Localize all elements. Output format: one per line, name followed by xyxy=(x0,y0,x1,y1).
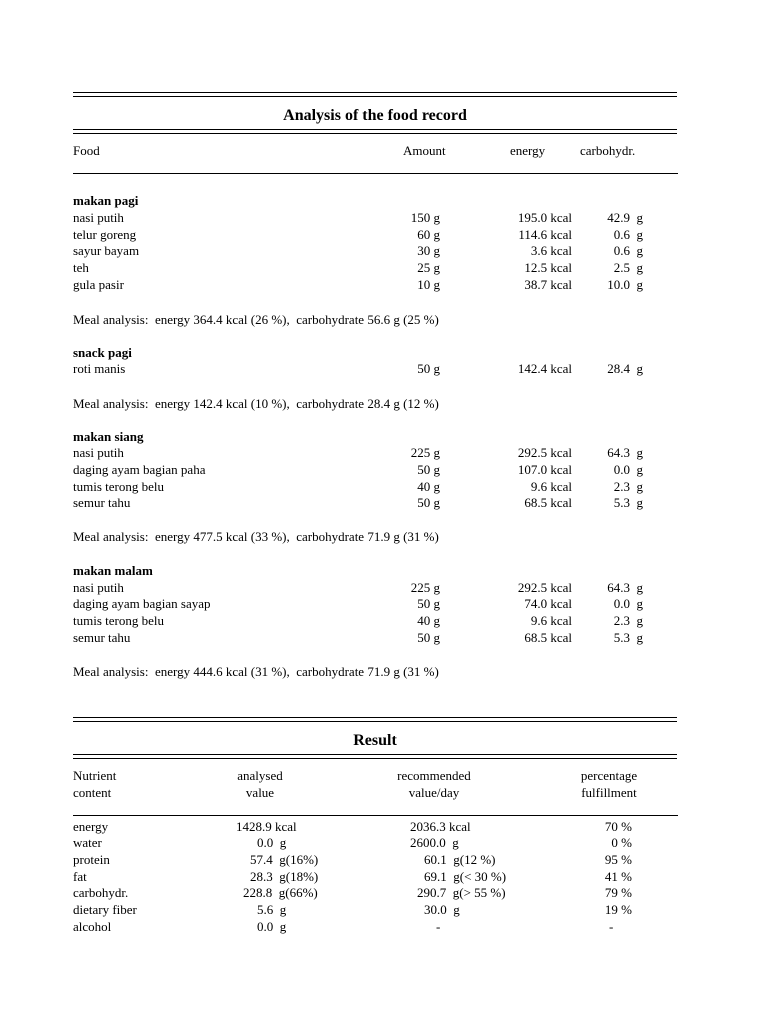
food-carbohydrate: 0.0 g xyxy=(613,462,643,477)
food-amount: 50 g xyxy=(417,495,440,510)
double-rule xyxy=(73,717,677,722)
food-name: nasi putih xyxy=(73,580,124,595)
food-energy: 9.6 kcal xyxy=(530,613,572,628)
food-energy: 68.5 kcal xyxy=(524,630,572,645)
double-rule xyxy=(73,92,677,97)
food-energy: 38.7 kcal xyxy=(524,277,572,292)
header-amount: Amount xyxy=(403,143,446,158)
percentage-value: 19 % xyxy=(604,902,632,917)
percentage-value: 95 % xyxy=(604,852,632,867)
nutrient-name: dietary fiber xyxy=(73,902,137,917)
percentage-value: 0 % xyxy=(611,835,632,850)
meal-analysis: Meal analysis: energy 364.4 kcal (26 %), carbohydrate 56.6 g (25 %) xyxy=(73,312,439,327)
food-amount: 40 g xyxy=(417,613,440,628)
food-carbohydrate: 64.3 g xyxy=(607,580,643,595)
analysed-value: 5.6 g xyxy=(257,902,287,917)
food-carbohydrate: 10.0 g xyxy=(607,277,643,292)
food-name: tumis terong belu xyxy=(73,479,164,494)
analysed-value: 0.0 g xyxy=(257,835,287,850)
double-rule xyxy=(73,754,677,759)
meal-name: makan siang xyxy=(73,429,144,444)
food-name: semur tahu xyxy=(73,630,131,645)
food-carbohydrate: 5.3 g xyxy=(613,495,643,510)
meal-name: snack pagi xyxy=(73,345,132,360)
percentage-value: 41 % xyxy=(604,869,632,884)
recommended-value: 2600.0 g xyxy=(410,835,459,850)
food-energy: 292.5 kcal xyxy=(517,580,572,595)
meal-analysis: Meal analysis: energy 477.5 kcal (33 %), carbohydrate 71.9 g (31 %) xyxy=(73,529,439,544)
food-energy: 114.6 kcal xyxy=(518,227,572,242)
food-amount: 50 g xyxy=(417,596,440,611)
header-nutrient-sub: content xyxy=(73,785,112,800)
header-analysed: analysed xyxy=(237,768,283,783)
food-name: roti manis xyxy=(73,361,126,376)
food-carbohydrate: 2.5 g xyxy=(613,260,643,275)
percentage-value: 79 % xyxy=(604,885,632,900)
food-carbohydrate: 2.3 g xyxy=(613,613,643,628)
food-energy: 68.5 kcal xyxy=(524,495,572,510)
header-percentage-sub: fulfillment xyxy=(581,785,637,800)
nutrient-name: alcohol xyxy=(73,919,112,934)
food-name: gula pasir xyxy=(73,277,124,292)
analysed-value: 28.3 g(18%) xyxy=(250,869,319,884)
header-analysed-sub: value xyxy=(245,785,275,800)
recommended-value: 69.1 g(< 30 %) xyxy=(424,869,507,884)
food-name: daging ayam bagian paha xyxy=(73,462,206,477)
food-carbohydrate: 0.6 g xyxy=(613,243,643,258)
analysed-value: 57.4 g(16%) xyxy=(250,852,319,867)
result-title: Result xyxy=(353,732,397,749)
meal-analysis: Meal analysis: energy 142.4 kcal (10 %), carbohydrate 28.4 g (12 %) xyxy=(73,396,439,411)
nutrient-name: fat xyxy=(73,869,87,884)
food-amount: 50 g xyxy=(417,361,440,376)
header-rule xyxy=(73,815,678,816)
food-amount: 30 g xyxy=(417,243,440,258)
food-energy: 142.4 kcal xyxy=(517,361,572,376)
food-amount: 150 g xyxy=(410,210,440,225)
food-name: telur goreng xyxy=(73,227,137,242)
record-title: Analysis of the food record xyxy=(283,107,467,124)
food-carbohydrate: 2.3 g xyxy=(613,479,643,494)
food-name: semur tahu xyxy=(73,495,131,510)
recommended-value: - xyxy=(436,919,441,934)
header-nutrient: Nutrient xyxy=(73,768,117,783)
percentage-value: 70 % xyxy=(604,819,632,834)
nutrient-name: carbohydr. xyxy=(73,885,129,900)
food-carbohydrate: 0.6 g xyxy=(613,227,643,242)
food-energy: 3.6 kcal xyxy=(530,243,572,258)
food-amount: 50 g xyxy=(417,630,440,645)
analysed-value: 0.0 g xyxy=(257,919,287,934)
header-energy: energy xyxy=(510,143,546,158)
recommended-value: 30.0 g xyxy=(424,902,460,917)
food-energy: 9.6 kcal xyxy=(530,479,572,494)
header-carbohydrate: carbohydr. xyxy=(580,143,636,158)
food-energy: 292.5 kcal xyxy=(517,445,572,460)
analysed-value: 1428.9 kcal xyxy=(236,819,297,834)
analysed-value: 228.8 g(66%) xyxy=(243,885,318,900)
food-carbohydrate: 42.9 g xyxy=(607,210,643,225)
food-carbohydrate: 28.4 g xyxy=(607,361,643,376)
food-name: tumis terong belu xyxy=(73,613,164,628)
meal-analysis: Meal analysis: energy 444.6 kcal (31 %), carbohydrate 71.9 g (31 %) xyxy=(73,664,439,679)
header-recommended-sub: value/day xyxy=(408,785,460,800)
header-food: Food xyxy=(73,143,100,158)
recommended-value: 2036.3 kcal xyxy=(410,819,471,834)
food-energy: 74.0 kcal xyxy=(524,596,572,611)
food-energy: 12.5 kcal xyxy=(524,260,572,275)
nutrient-name: energy xyxy=(73,819,109,834)
food-amount: 225 g xyxy=(410,445,440,460)
food-amount: 25 g xyxy=(417,260,440,275)
recommended-value: 290.7 g(> 55 %) xyxy=(417,885,506,900)
meal-name: makan malam xyxy=(73,563,153,578)
header-percentage: percentage xyxy=(580,768,638,783)
header-rule xyxy=(73,173,678,174)
recommended-value: 60.1 g(12 %) xyxy=(424,852,496,867)
food-name: nasi putih xyxy=(73,445,124,460)
food-energy: 107.0 kcal xyxy=(517,462,572,477)
food-energy: 195.0 kcal xyxy=(517,210,572,225)
food-amount: 40 g xyxy=(417,479,440,494)
food-carbohydrate: 5.3 g xyxy=(613,630,643,645)
food-amount: 10 g xyxy=(417,277,440,292)
food-name: daging ayam bagian sayap xyxy=(73,596,211,611)
food-name: sayur bayam xyxy=(73,243,140,258)
nutrient-name: water xyxy=(73,835,102,850)
food-amount: 60 g xyxy=(417,227,440,242)
header-recommended: recommended xyxy=(397,768,471,783)
double-rule xyxy=(73,129,677,134)
food-amount: 225 g xyxy=(410,580,440,595)
food-amount: 50 g xyxy=(417,462,440,477)
food-name: teh xyxy=(73,260,89,275)
food-carbohydrate: 0.0 g xyxy=(613,596,643,611)
food-name: nasi putih xyxy=(73,210,124,225)
meal-name: makan pagi xyxy=(73,193,139,208)
nutrient-name: protein xyxy=(73,852,110,867)
food-carbohydrate: 64.3 g xyxy=(607,445,643,460)
percentage-value: - xyxy=(609,919,614,934)
